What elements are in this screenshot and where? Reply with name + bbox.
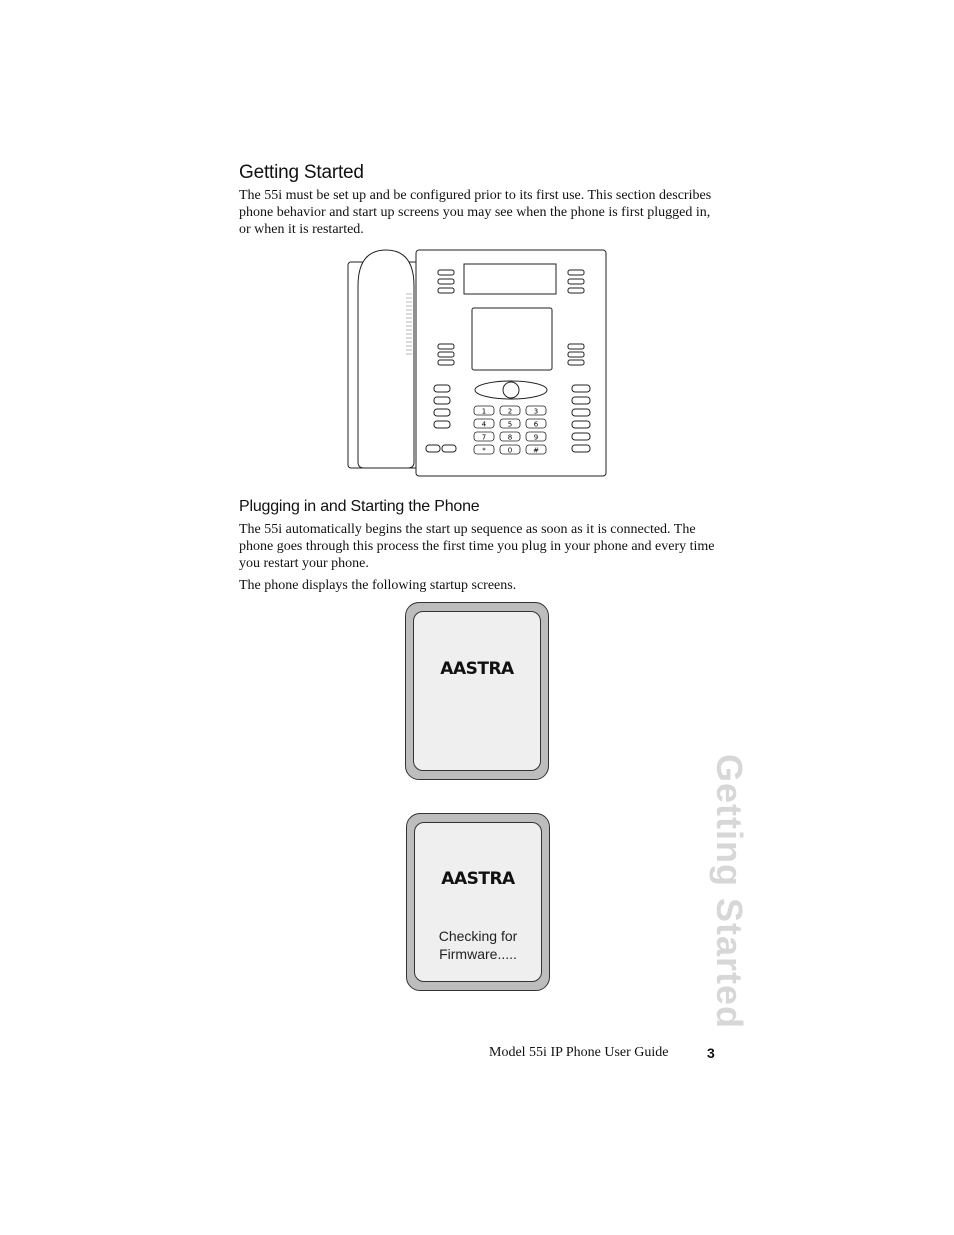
screens-intro-paragraph: The phone displays the following startup screens. xyxy=(239,578,517,593)
keypad-key-label: # xyxy=(533,446,539,455)
keypad-key-label: 3 xyxy=(533,407,539,416)
keypad-key-label: 0 xyxy=(507,446,513,455)
keypad-key-label: 2 xyxy=(507,407,513,416)
screen-display xyxy=(413,611,541,771)
keypad-key-label: 4 xyxy=(481,420,487,429)
intro-paragraph: The 55i must be set up and be configured prior to its first use. This section describes phone behavior and start up screens you may see when the phone is first plugged in, or when it is restarted. xyxy=(239,188,712,237)
aastra-logo: AASTRA xyxy=(440,659,514,679)
page-number: 3 xyxy=(707,1045,715,1061)
aastra-logo: AASTRA xyxy=(441,869,515,889)
keypad-key-label: 6 xyxy=(533,420,539,429)
upper-display xyxy=(464,264,556,294)
footer-guide-title: Model 55i IP Phone User Guide xyxy=(489,1045,669,1060)
keypad-key-label: 8 xyxy=(507,433,513,442)
subsection-title: Plugging in and Starting the Phone xyxy=(239,498,480,515)
keypad-key-label: 9 xyxy=(533,433,539,442)
side-tab-label: Getting Started xyxy=(709,754,750,1030)
firmware-message-line1: Checking for xyxy=(438,928,518,944)
startup-screen-firmware xyxy=(406,813,550,991)
phone-illustration xyxy=(344,246,610,480)
keypad-key-label: 5 xyxy=(507,420,513,429)
startup-paragraph: The 55i automatically begins the start up sequence as soon as it is connected. The phone goes through this process the first time you plug in your phone and every time you restart your phone. xyxy=(239,522,715,571)
startup-screen-logo xyxy=(405,602,549,780)
section-title: Getting Started xyxy=(239,162,364,183)
firmware-message-line2: Firmware..... xyxy=(439,946,517,962)
keypad-key-label: 1 xyxy=(481,407,487,416)
main-display xyxy=(472,308,552,370)
screen-display xyxy=(414,822,542,982)
keypad-key-label: * xyxy=(482,446,486,455)
keypad-key-label: 7 xyxy=(481,433,487,442)
handset xyxy=(358,250,414,468)
firmware-message xyxy=(415,927,541,963)
nav-center xyxy=(503,382,519,398)
